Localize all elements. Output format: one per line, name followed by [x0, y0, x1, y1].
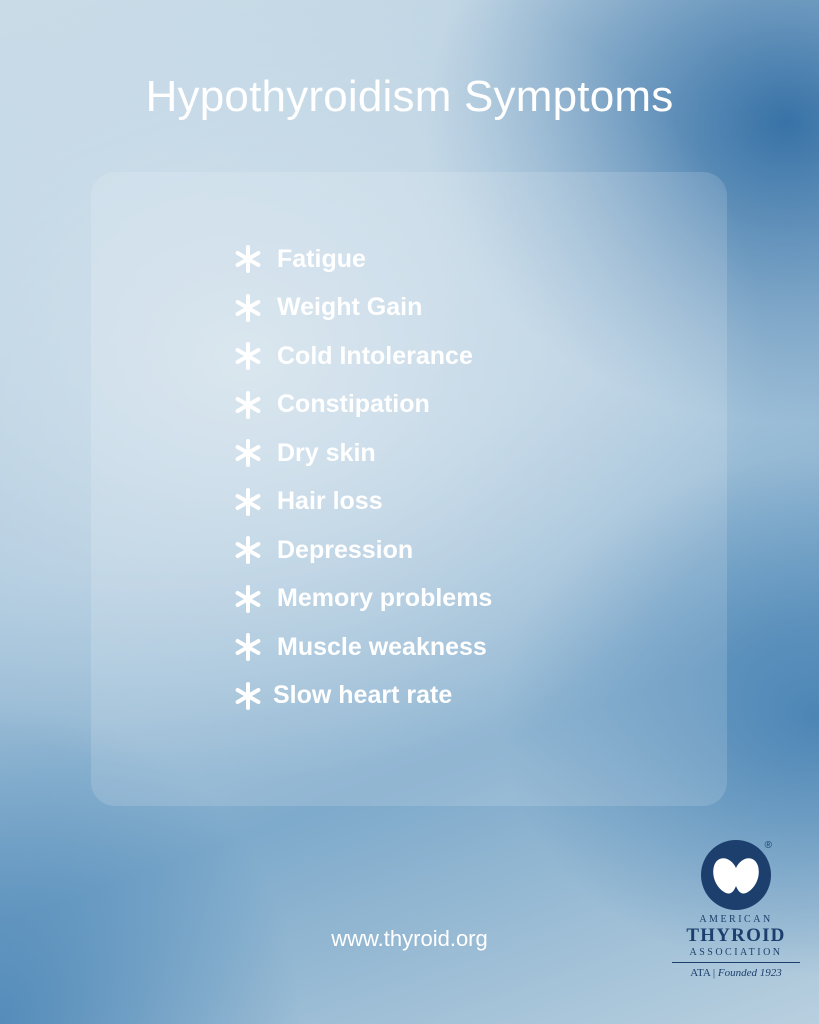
asterisk-icon [233, 244, 263, 274]
asterisk-icon [233, 584, 263, 614]
list-item [233, 235, 492, 284]
logo-line-thyroid: THYROID [686, 925, 786, 946]
logo-divider [672, 962, 800, 963]
logo-line-association: ASSOCIATION [689, 947, 783, 958]
symptom-label: Cold Intolerance [277, 341, 473, 370]
list-item [233, 478, 492, 527]
symptom-label: Depression [277, 535, 414, 564]
asterisk-icon [233, 535, 263, 565]
asterisk-icon [233, 390, 263, 420]
logo-founded: Founded 1923 [717, 967, 782, 979]
asterisk-icon [233, 293, 263, 323]
list-item [233, 575, 492, 624]
symptom-label: Weight Gain [277, 293, 423, 322]
thyroid-logo-icon [700, 838, 772, 912]
asterisk-icon [233, 438, 263, 468]
list-item [233, 332, 492, 381]
symptom-label: Memory problems [277, 584, 493, 613]
symptom-label: Hair loss [277, 487, 383, 516]
logo-line-american: AMERICAN [699, 914, 773, 925]
list-item [233, 526, 492, 575]
symptom-label: Dry skin [277, 438, 376, 467]
logo-separator: | [712, 967, 716, 979]
asterisk-icon [233, 487, 263, 517]
symptom-label: Constipation [277, 390, 430, 419]
ata-logo [666, 838, 806, 1008]
registered-mark: ® [764, 840, 772, 851]
list-item [233, 672, 492, 721]
website-url: www.thyroid.org [331, 926, 488, 951]
asterisk-icon [233, 681, 263, 711]
symptom-label: Fatigue [277, 244, 366, 273]
symptom-list [233, 235, 492, 720]
symptom-label: Slow heart rate [273, 681, 453, 710]
list-item [233, 284, 492, 333]
list-item [233, 381, 492, 430]
list-item [233, 623, 492, 672]
symptom-label: Muscle weakness [277, 632, 487, 661]
asterisk-icon [233, 341, 263, 371]
list-item [233, 429, 492, 478]
logo-abbr: ATA [690, 967, 711, 979]
logo-tagline [666, 967, 806, 979]
asterisk-icon [233, 632, 263, 662]
page-title: Hypothyroidism Symptoms [145, 72, 674, 121]
